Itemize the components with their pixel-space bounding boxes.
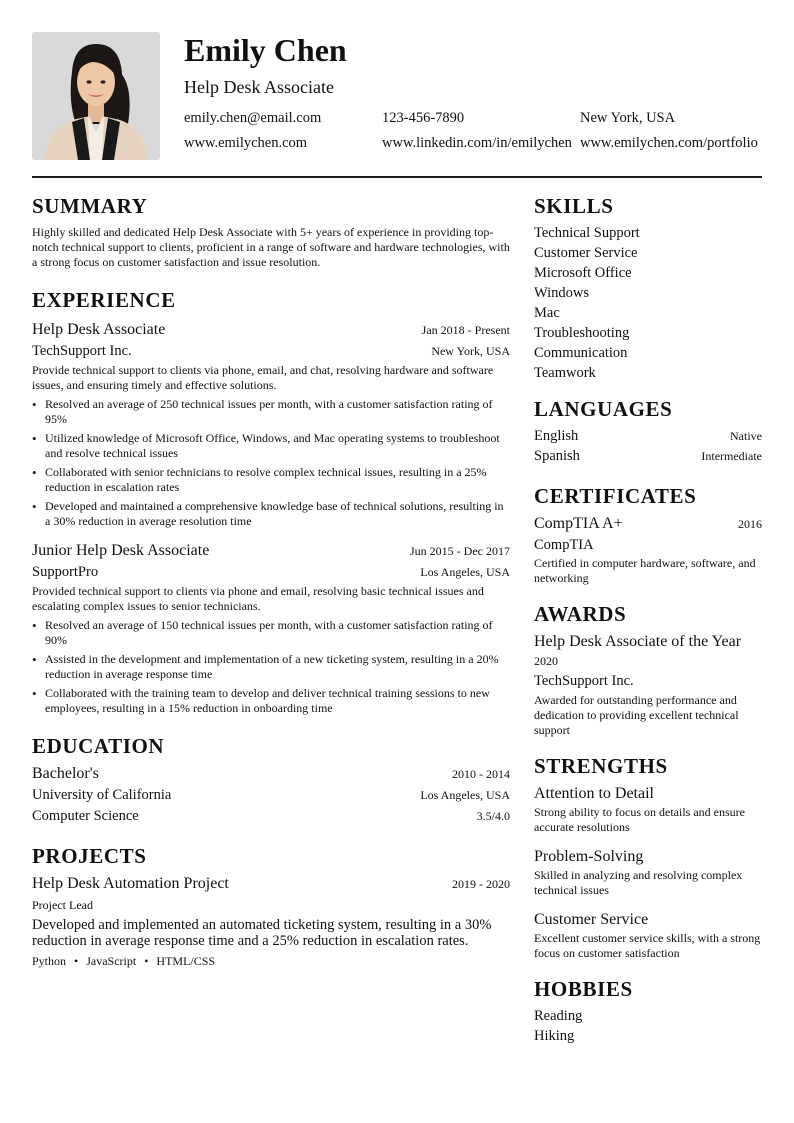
job-dates: Jan 2018 - Present xyxy=(421,323,510,337)
award-year: 2020 xyxy=(534,654,558,668)
award-entry xyxy=(534,632,762,738)
contact-website: www.emilychen.com xyxy=(184,135,308,151)
languages-list xyxy=(534,426,762,466)
award-name: Help Desk Associate of the Year xyxy=(534,633,742,650)
candidate-name: Emily Chen xyxy=(184,32,347,68)
skills-list xyxy=(534,223,762,383)
certificate-entry xyxy=(534,514,762,586)
award-issuer: TechSupport Inc. xyxy=(534,673,634,689)
summary-heading: SUMMARY xyxy=(32,194,148,218)
contact-phone: 123-456-7890 xyxy=(382,110,465,126)
separator-dot: • xyxy=(144,954,149,968)
project-tech-list xyxy=(32,954,510,969)
job-entry xyxy=(32,541,510,716)
separator-dot: • xyxy=(74,954,79,968)
award-description: Awarded for outstanding performance and dedication to providing excellent technical support xyxy=(534,693,739,737)
strength-description: Strong ability to focus on details and ensure accurate resolutions xyxy=(534,805,745,834)
project-role: Project Lead xyxy=(32,898,93,912)
hobbies-list xyxy=(534,1006,762,1046)
project-name: Help Desk Automation Project xyxy=(32,875,229,892)
list-item: • Developed and maintained a comprehensive knowledge base of technical solutions, resulting in a 30% reduction in average resolution time xyxy=(32,499,510,529)
job-location: Los Angeles, USA xyxy=(420,565,510,579)
awards-heading: AWARDS xyxy=(534,602,627,626)
resume-header xyxy=(32,32,762,160)
summary-text: Highly skilled and dedicated Help Desk Associate with 5+ years of experience in providing top-notch technical support to clients, proficient in a range of software and hardware technologies, with a strong focus on customer satisfaction and issue resolution. xyxy=(32,225,510,269)
skill-item: Technical Support xyxy=(534,225,640,241)
certificate-description: Certified in computer hardware, software, and networking xyxy=(534,556,756,585)
job-title: Junior Help Desk Associate xyxy=(32,542,210,559)
job-company: SupportPro xyxy=(32,564,99,580)
tech-item: JavaScript xyxy=(86,954,137,968)
tech-item: HTML/CSS xyxy=(156,954,216,968)
skills-heading: SKILLS xyxy=(534,194,614,218)
education-degree: Bachelor's xyxy=(32,765,99,782)
hobbies-heading: HOBBIES xyxy=(534,977,633,1001)
skill-item: Windows xyxy=(534,285,589,301)
job-achievements xyxy=(32,397,510,529)
language-item xyxy=(534,446,762,466)
job-description: Provide technical support to clients via phone, email, and chat, resolving hardware and software issues, and ensuring timely and effective solutions. xyxy=(32,363,494,392)
project-entry xyxy=(32,874,510,969)
strengths-heading: STRENGTHS xyxy=(534,754,668,778)
education-field: Computer Science xyxy=(32,808,139,824)
list-item: • Resolved an average of 250 technical issues per month, with a customer satisfaction rating of 95% xyxy=(32,397,510,427)
skill-item: Microsoft Office xyxy=(534,265,632,281)
job-dates: Jun 2015 - Dec 2017 xyxy=(410,544,510,558)
language-name: English xyxy=(534,428,579,444)
tech-item: Python xyxy=(32,954,67,968)
education-heading: EDUCATION xyxy=(32,734,165,758)
project-dates: 2019 - 2020 xyxy=(452,877,510,891)
contact-linkedin: www.linkedin.com/in/emilychen xyxy=(382,135,572,151)
contact-location: New York, USA xyxy=(580,110,676,126)
education-entry xyxy=(32,764,510,826)
skill-item: Teamwork xyxy=(534,365,596,381)
right-column xyxy=(534,194,762,1046)
skill-item: Troubleshooting xyxy=(534,325,630,341)
language-level: Intermediate xyxy=(701,449,762,463)
hobby-item: Reading xyxy=(534,1008,583,1024)
certificate-issuer: CompTIA xyxy=(534,537,594,553)
strength-name: Customer Service xyxy=(534,911,649,928)
list-item: • Collaborated with the training team to develop and deliver technical training sessions to new employees, resulting in a 15% reduction in onboarding time xyxy=(32,686,510,716)
contact-portfolio: www.emilychen.com/portfolio xyxy=(580,135,758,151)
certificate-name: CompTIA A+ xyxy=(534,515,623,532)
list-item: • Utilized knowledge of Microsoft Office, Windows, and Mac operating systems to troubleshoot and resolve technical issues xyxy=(32,431,510,461)
skill-item: Customer Service xyxy=(534,245,638,261)
strength-entry xyxy=(534,847,762,898)
language-level: Native xyxy=(730,429,762,443)
profile-photo xyxy=(32,32,160,160)
skill-item: Mac xyxy=(534,305,560,321)
education-location: Los Angeles, USA xyxy=(420,788,510,802)
job-title: Help Desk Associate xyxy=(32,321,166,338)
language-item xyxy=(534,426,762,446)
strength-entry xyxy=(534,910,762,961)
strength-description: Skilled in analyzing and resolving complex technical issues xyxy=(534,868,743,897)
strength-name: Problem-Solving xyxy=(534,848,644,865)
candidate-title: Help Desk Associate xyxy=(184,77,334,97)
job-entry xyxy=(32,320,510,529)
certificate-year: 2016 xyxy=(738,517,762,531)
skill-item: Communication xyxy=(534,345,628,361)
left-column xyxy=(32,194,510,969)
strength-description: Excellent customer service skills, with a strong focus on customer satisfaction xyxy=(534,931,761,960)
language-name: Spanish xyxy=(534,448,580,464)
strength-name: Attention to Detail xyxy=(534,785,654,802)
experience-heading: EXPERIENCE xyxy=(32,288,176,312)
list-item: • Resolved an average of 150 technical issues per month, with a customer satisfaction rating of 90% xyxy=(32,618,510,648)
job-achievements xyxy=(32,618,510,716)
languages-heading: LANGUAGES xyxy=(534,397,673,421)
contact-email: emily.chen@email.com xyxy=(184,110,322,126)
education-dates: 2010 - 2014 xyxy=(452,767,510,781)
list-item: • Assisted in the development and implementation of a new ticketing system, resulting in a 20% reduction in average response time xyxy=(32,652,510,682)
education-gpa: 3.5/4.0 xyxy=(476,809,510,823)
hobby-item: Hiking xyxy=(534,1028,575,1044)
education-school: University of California xyxy=(32,787,172,803)
job-location: New York, USA xyxy=(431,344,510,358)
job-description: Provided technical support to clients via phone and email, resolving basic technical issues and escalating complex issues to senior technicians. xyxy=(32,584,484,613)
header-divider xyxy=(32,176,762,178)
certificates-heading: CERTIFICATES xyxy=(534,484,697,508)
projects-heading: PROJECTS xyxy=(32,844,147,868)
job-company: TechSupport Inc. xyxy=(32,343,132,359)
strength-entry xyxy=(534,784,762,835)
project-description: Developed and implemented an automated ticketing system, resulting in a 30% reduction in average response time and a 25% reduction in escalation rates. xyxy=(32,917,492,949)
list-item: • Collaborated with senior technicians to resolve complex technical issues, resulting in a 25% reduction in escalation rates xyxy=(32,465,510,495)
